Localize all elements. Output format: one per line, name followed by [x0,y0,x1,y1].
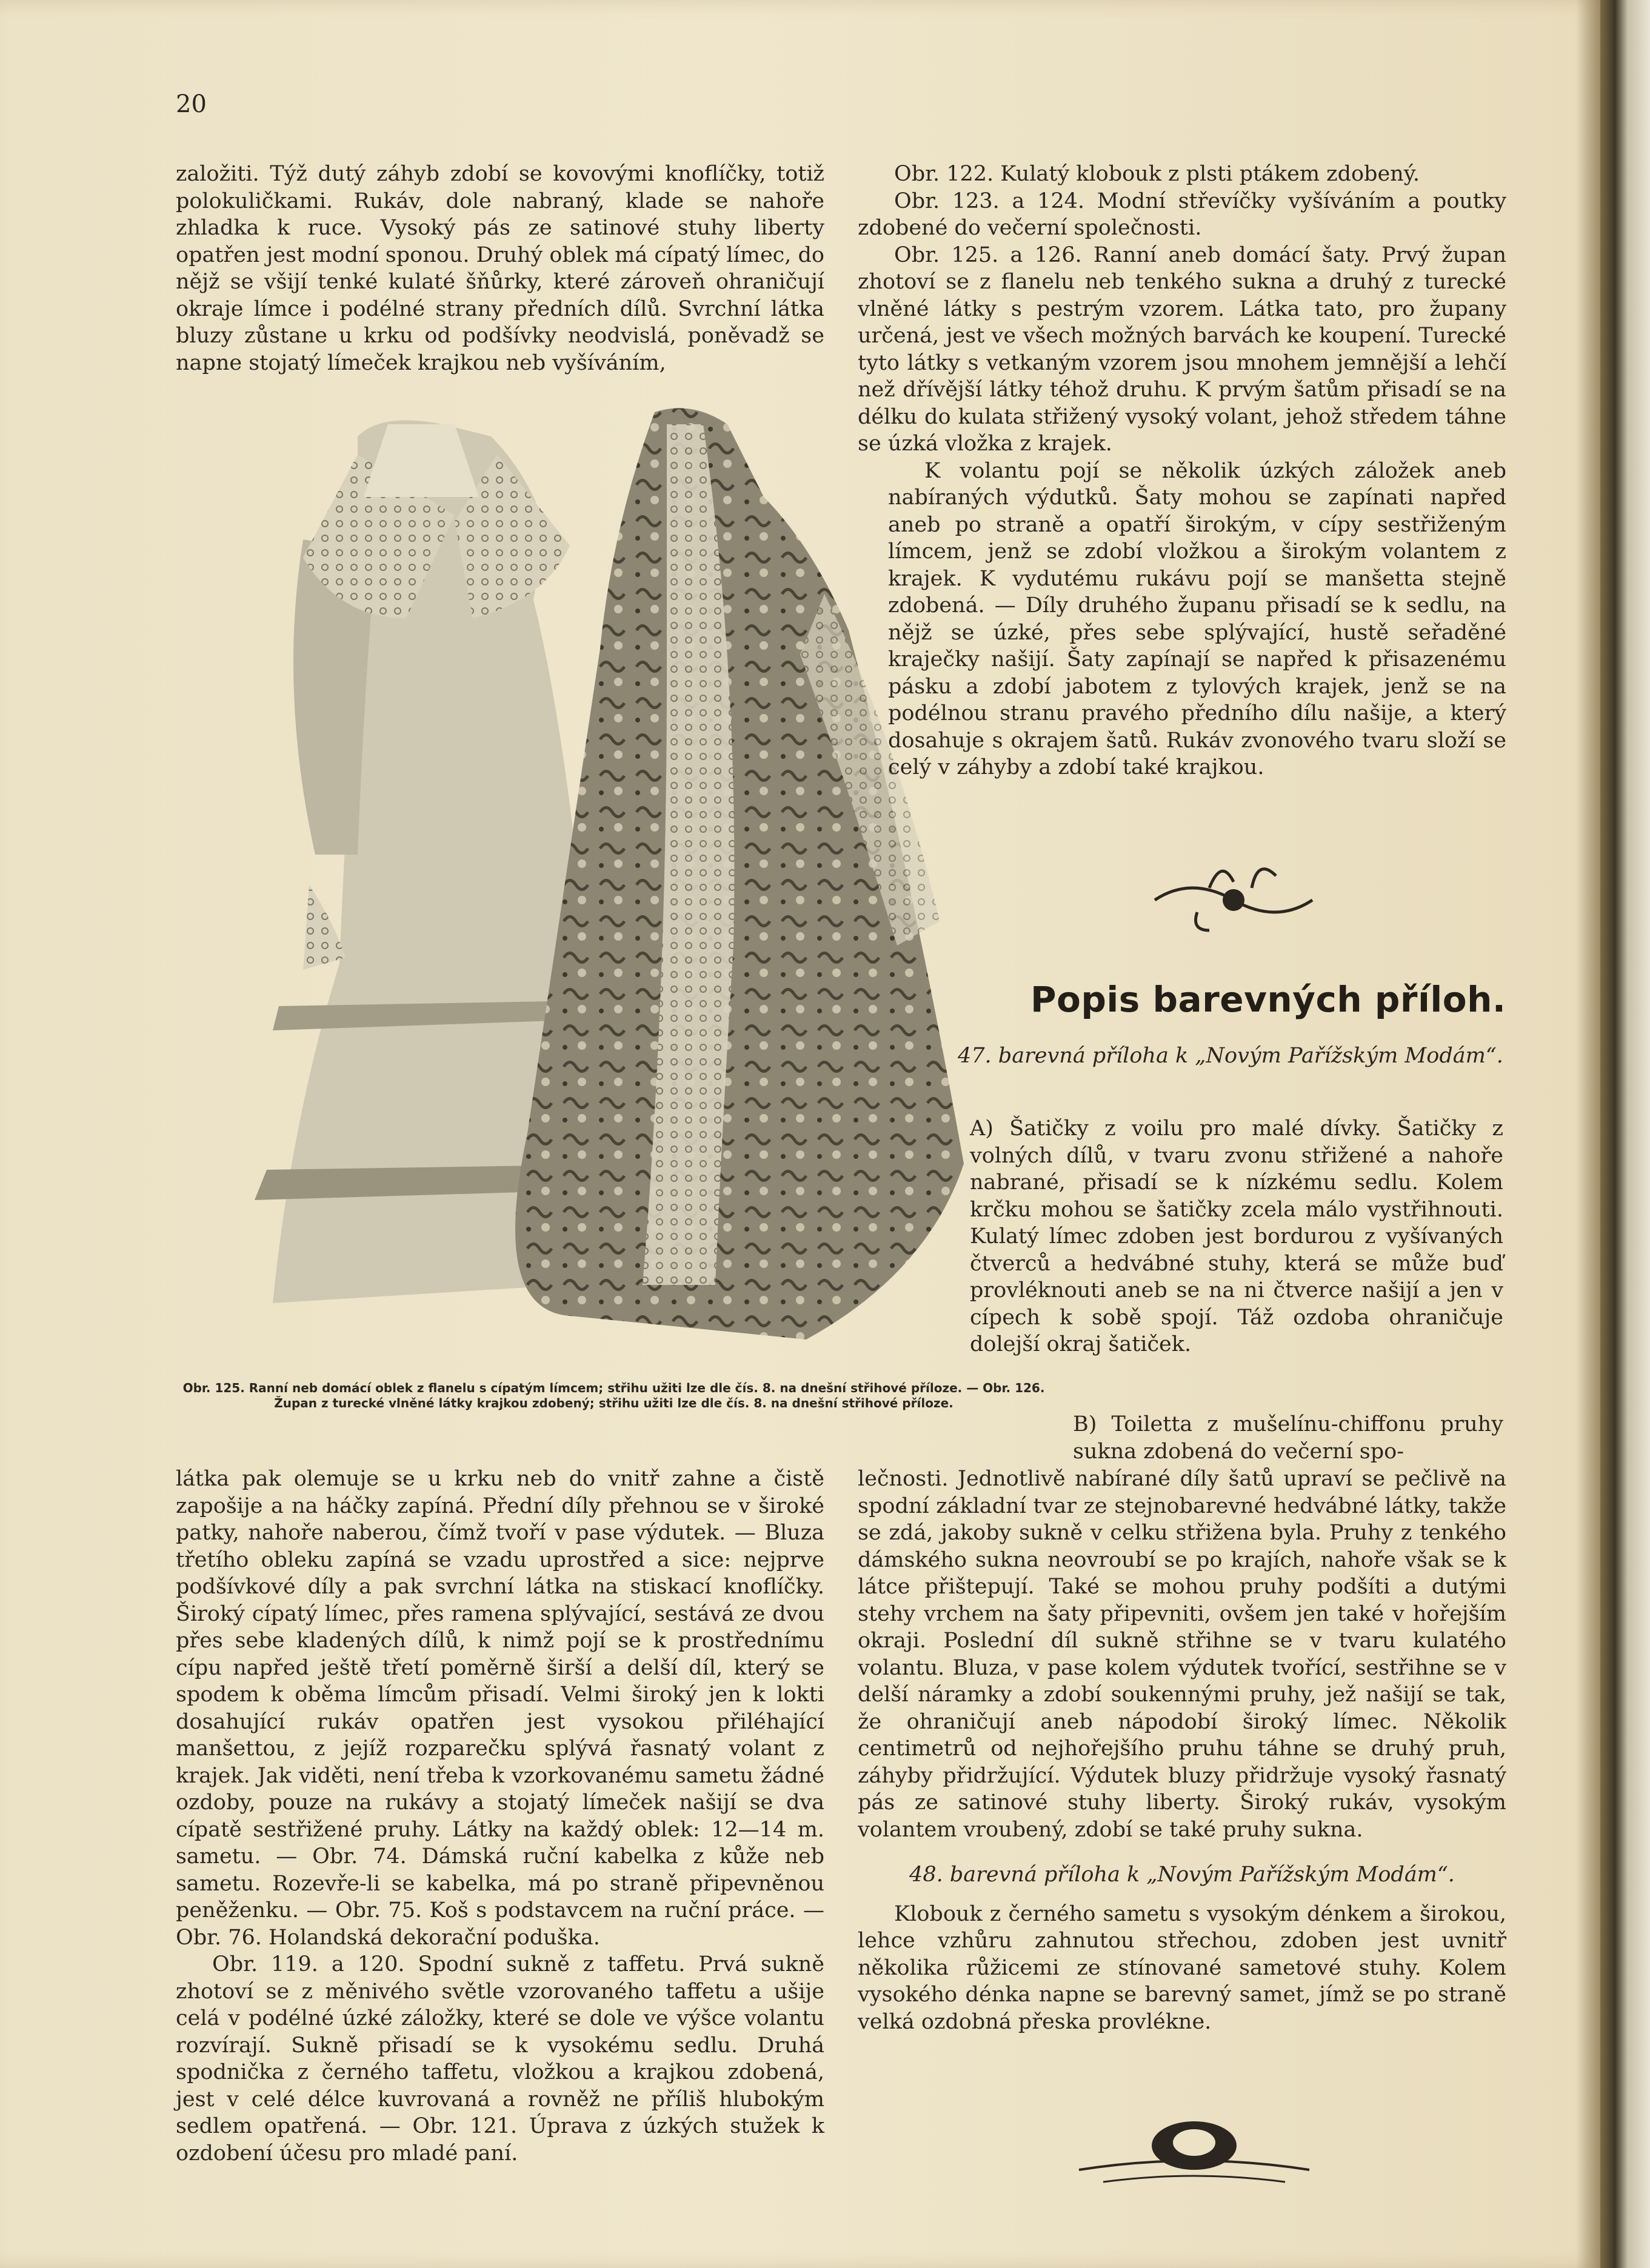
page-fold-shadow [1576,0,1600,2268]
floral-ornament-icon [1149,852,1318,936]
right-column-top [858,161,1506,781]
left-column-bottom [176,1466,824,2167]
right-column-bottom [858,1466,1506,2035]
next-page-edge [1600,0,1650,2268]
paragraph: Obr. 125. a 126. Ranní aneb domácí šaty. Prvý župan zhotoví se z flanelu neb tenkého sukna a druhý z turecké vlněné látky s pestrým vzorem. Látka tato, pro župany určená, jest ve všech možných barvách ke koupení. Turecké tyto látky s vetkaným vzorem jsou mnohem jemnější a lehčí než dřívější látky téhož druhu. K prvým šatům přisadí se na délku do kulata střižený vysoký volant, jehož středem táhne se úzká vložka z krajek. [858,242,1506,456]
subheading-47: 47. barevná příloha k „Novým Pařížským Modám“. [958,1044,1503,1068]
paragraph: Obr. 122. Kulatý klobouk z plsti ptákem zdobený. [894,162,1420,186]
paragraph: K volantu pojí se několik úzkých záložek aneb nabíraných výdutků. Šaty mohou se zapínati napřed aneb po straně a opatří širokým, v cípy sestřiženým límcem, jenž se zdobí vložkou a širokým volantem z krajek. K vydutému rukávu pojí se manšetta stejně zdobená. — Díly druhého županu přisadí se k sedlu, na nějž se úzké, přes sebe splývající, hustě seřaděné kraječky našijí. Šaty zapínají se napřed k přisazenému pásku a zdobí jabotem z tylových krajek, jenž se na podélnou stranu pravého předního dílu našije, a který dosahuje s okrajem šatů. Rukáv zvonového tvaru složí se celý v záhyby a zdobí také krajkou. [888,458,1506,779]
paragraph: Obr. 123. a 124. Modní střevíčky vyšíváním a poutky zdobené do večerní společnosti. [858,188,1506,240]
section-heading: Popis barevných příloh. [1030,979,1506,1020]
subheading-48: 48. barevná příloha k „Novým Pařížským Modám“. [909,1863,1455,1887]
left-column-top [176,161,824,376]
item-b-start: B) Toiletta z mušelínu-chiffonu pruhy sukna zdobená do večerní spo- [1073,1412,1503,1464]
paragraph: Klobouk z černého sametu s vysokým dénkem a širokou, lehce vzhůru zahnutou střechou, zdoben jest uvnitř několika růžicemi ze stínované sametové stuhy. Kolem vysokého dénka napne se barevný samet, jímž se po straně velká ozdobná přeska provlékne. [858,1901,1506,2034]
lotus-ornament-icon [1067,2103,1321,2194]
page-number: 20 [176,90,207,118]
paragraph: lečnosti. Jednotlivě nabírané díly šatů upraví se pečlivě na spodní základní tvar ze stejnobarevné hedvábné látky, takže se zdá, jakoby sukně v celku střižena byla. Pruhy z tenkého dámského sukna neovroubí se po krajích, nahoře však se k látce přištepují. Také se mohou pruhy podšíti a dutými stehy vrchem na šaty připevniti, ovšem jen také v hořejším okraji. Poslední díl sukně střihne se v tvaru kulatého volantu. Bluza, v pase kolem výdutek tvořící, sestřihne se v delší náramky a zdobí soukennými pruhy, jež našijí se tak, že ohraničují aneb nápodobí široký límec. Několik centimetrů od nejhořejšího pruhu táhne se druhý pruh, záhyby přidržující. Výdutek bluzy přidržuje vysoký řasnatý pás ze satinové stuhy liberty. Široký rukáv, vysokým volantem vroubený, zdobí se také pruhy sukna. [858,1467,1506,1842]
item-a-paragraph: A) Šatičky z voilu pro malé dívky. Šatičky z volných dílů, v tvaru zvonu střižené a nahoře nabrané, přisadí se k nízkému sedlu. Kolem krčku mohou se šatičky zcela málo vystřihnouti. Kulatý límec zdoben jest bordurou z vyšívaných čtverců a hedvábné stuhy, která se může buď provléknouti aneb se na ni čtverce našijí a jen v cípech k sobě spojí. Táž ozdoba ohraničuje dolejší okraj šatiček. [970,1116,1503,1356]
paragraph: založiti. Týž dutý záhyb zdobí se kovovými knoflíčky, totiž polokuličkami. Rukáv, dole nabraný, klade se nahoře zhladka k ruce. Vysoký pás ze satinové stuhy liberty opatřen jest modní sponou. Druhý oblek má cípatý límec, do nějž se všijí tenké kulaté šňůrky, které zároveň ohraničují okraje límce i podélné strany předních dílů. Svrchní látka bluzy zůstane u krku od podšívky neodvislá, poněvadž se napne stojatý límeček krajkou neb vyšíváním, [176,162,824,375]
paragraph: Obr. 119. a 120. Spodní sukně z taffetu. Prvá sukně zhotoví se z měnivého světle vzorovaného taffetu a ušije celá v podélné úzké záložky, které se dole ve výšce volantu rozvírají. Sukně přisadí se k vysokému sedlu. Druhá spodnička z černého taffetu, vložkou a krajkou zdobená, jest v celé délce kuvrovaná a rovněž ne příliš hlubokým sedlem opatřená. — Obr. 121. Úprava z úzkých stužek k ozdobení účesu pro mladé paní. [176,1952,824,2166]
paragraph: látka pak olemuje se u krku neb do vnitř zahne a čistě zapošije a na háčky zapíná. Přední díly přehnou se v široké patky, nahoře naberou, čímž tvoří v pase výdutek. — Bluza třetího obleku zapíná se vzadu uprostřed a sice: nejprve podšívkové díly a pak svrchní látka na stiskací knoflíčky. Široký cípatý límec, přes ramena splývající, sestává ze dvou přes sebe kladených dílů, k nimž pojí se k prostřednímu cípu napřed ještě třetí poměrně širší a delší díl, který se spodem k oběma límcům přisadí. Velmi široký jen k lokti dosahující rukáv opatřen jest vysokou přiléhající manšettou, z jejíž rozparečku splývá řasnatý volant z krajek. Jak viděti, není třeba k vzorkovanému sametu žádné ozdoby, pouze na rukávy a stojatý límeček našijí se dva cípatě sestřižené pruhy. Látky na každý oblek: 12—14 m. sametu. — Obr. 74. Dámská ruční kabelka z kůže neb sametu. Rozevře-li se kabelka, má po straně připevněnou peněženku. — Obr. 75. Koš s podstavcem na ruční práce. — Obr. 76. Holandská dekorační poduška. [176,1467,824,1950]
figure-caption: Obr. 125. Ranní neb domácí oblek z flanelu s cípatým límcem; střihu užiti lze dle čís. 8. na dnešní střihové příloze. — Obr. 126. Župan z turecké vlněné látky krajkou zdobený; střihu užiti lze dle čís. 8. na dnešní střihové příloze. [182,1381,1045,1410]
